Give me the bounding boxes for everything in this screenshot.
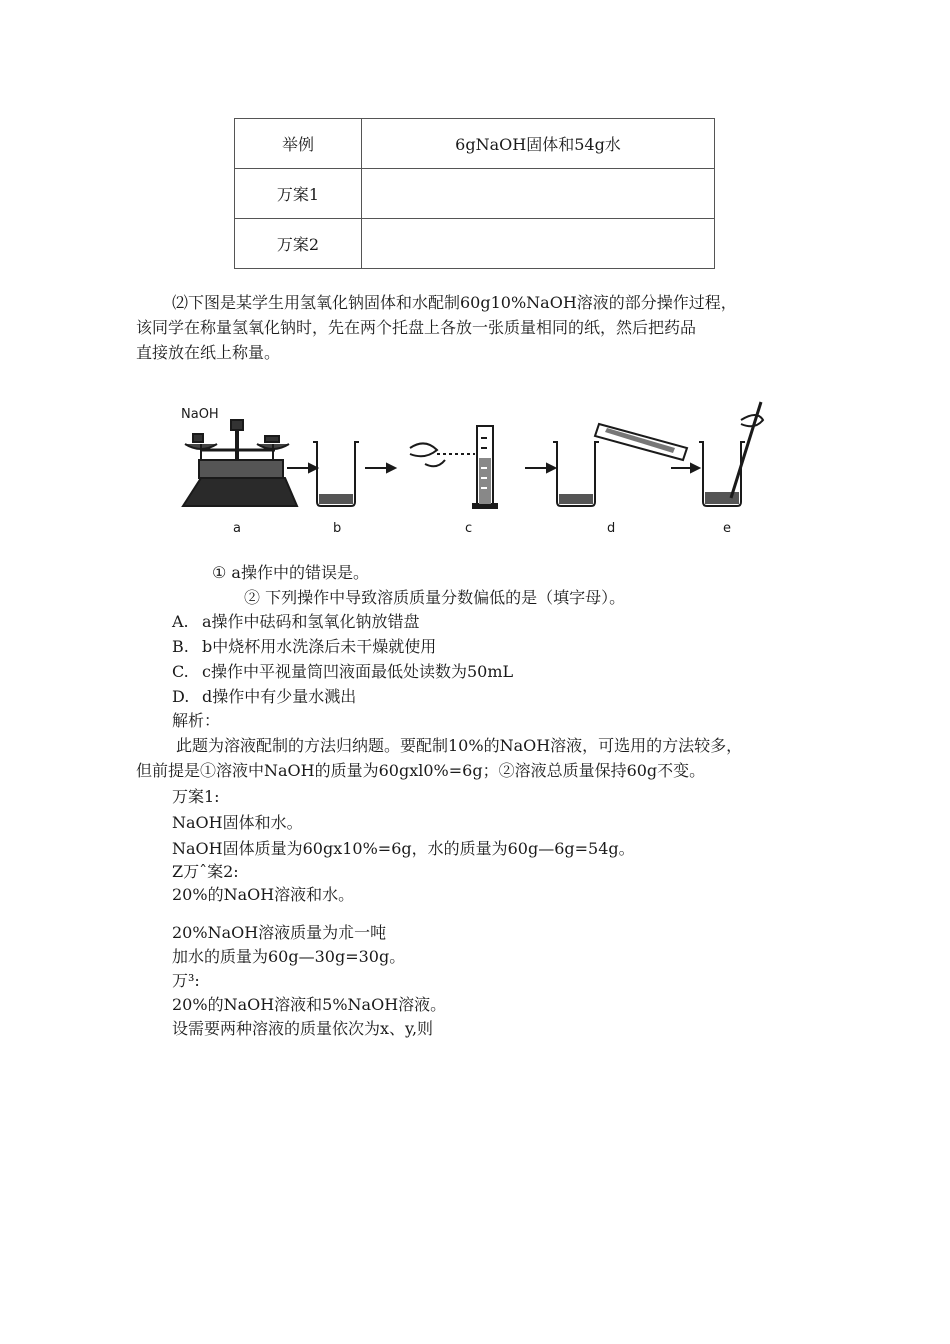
plan-2-materials: 20%的NaOH溶液和水。 bbox=[172, 885, 355, 904]
analysis-text-line: 但前提是①溶液中NaOH的质量为60gxl0%=6g；②溶液总质量保持60g不变。 bbox=[136, 761, 706, 780]
arrow-icon bbox=[671, 464, 699, 472]
eye-icon bbox=[410, 443, 475, 466]
analysis-text-line: 此题为溶液配制的方法归纳题。要配制10%的NaOH溶液，可选用的方法较多， bbox=[176, 736, 743, 755]
step-label-b: b bbox=[333, 521, 342, 536]
option-text: b中烧杯用水洗涤后未干燥就使用 bbox=[202, 637, 437, 656]
option-c bbox=[172, 661, 513, 683]
table-cell-value bbox=[362, 219, 715, 269]
plan-2-calculation: 加水的质量为60g—30g=30g。 bbox=[172, 947, 406, 966]
graduated-cylinder-icon bbox=[473, 426, 497, 508]
option-text: c操作中平视量筒凹液面最低处读数为50mL bbox=[202, 662, 514, 681]
option-letter: D. bbox=[172, 687, 190, 706]
experiment-figure bbox=[175, 398, 775, 546]
plan-3-setup: 设需要两种溶液的质量依次为x、y,则 bbox=[172, 1019, 434, 1038]
option-text: d操作中有少量水溅出 bbox=[202, 687, 357, 706]
option-d bbox=[172, 686, 356, 708]
stirring-rod-icon bbox=[731, 402, 763, 498]
lab-procedure-illustration bbox=[175, 398, 775, 546]
beaker-icon bbox=[313, 442, 359, 506]
arrow-icon bbox=[287, 464, 317, 472]
question-text-line: 该同学在称量氢氧化钠时，先在两个托盘上各放一张质量相同的纸，然后把药品 bbox=[136, 318, 697, 337]
table-cell-value: 6gNaOH固体和54g水 bbox=[362, 119, 715, 169]
step-label-a: a bbox=[233, 521, 241, 536]
plan-3-title: 万³: bbox=[172, 971, 200, 990]
table-cell-label: 万案1 bbox=[235, 169, 362, 219]
plan-1-title: 万案1: bbox=[172, 787, 220, 806]
option-letter: A. bbox=[172, 612, 189, 631]
arrow-icon bbox=[525, 464, 555, 472]
naoh-label: NaOH bbox=[181, 407, 219, 422]
subquestion-1: ① a操作中的错误是。 bbox=[212, 563, 369, 582]
plan-1-calculation: NaOH固体质量为60gx10%=6g，水的质量为60g—6g=54g。 bbox=[172, 839, 635, 858]
table-cell-label: 举例 bbox=[235, 119, 362, 169]
step-label-d: d bbox=[607, 521, 616, 536]
graduated-cylinder-icon bbox=[595, 424, 687, 460]
arrow-icon bbox=[365, 464, 395, 472]
plan-2-title: Z万ˆ案2: bbox=[172, 862, 239, 881]
table-cell-label: 万案2 bbox=[235, 219, 362, 269]
step-label-e: e bbox=[723, 521, 731, 536]
beaker-icon bbox=[553, 442, 599, 506]
option-text: a操作中砝码和氢氧化钠放错盘 bbox=[202, 612, 420, 631]
table-row bbox=[235, 169, 715, 219]
plan-3-materials: 20%的NaOH溶液和5%NaOH溶液。 bbox=[172, 995, 447, 1014]
table-cell-value bbox=[362, 169, 715, 219]
table-row bbox=[235, 119, 715, 169]
balance-icon bbox=[183, 420, 297, 506]
question-text-line: 直接放在纸上称量。 bbox=[136, 343, 281, 362]
analysis-heading: 解析： bbox=[172, 711, 221, 730]
plan-table bbox=[234, 118, 715, 269]
option-letter: B. bbox=[172, 637, 189, 656]
plan-2-calculation: 20%NaOH溶液质量为朮一吨 bbox=[172, 923, 387, 942]
step-label-c: c bbox=[465, 521, 473, 536]
table-row bbox=[235, 219, 715, 269]
subquestion-2: ② 下列操作中导致溶质质量分数偏低的是（填字母）。 bbox=[244, 588, 626, 607]
question-text-line: ⑵下图是某学生用氢氧化钠固体和水配制60g10%NaOH溶液的部分操作过程， bbox=[172, 293, 737, 312]
option-a bbox=[172, 611, 420, 633]
option-b bbox=[172, 636, 436, 658]
plan-1-materials: NaOH固体和水。 bbox=[172, 813, 303, 832]
option-letter: C. bbox=[172, 662, 189, 681]
